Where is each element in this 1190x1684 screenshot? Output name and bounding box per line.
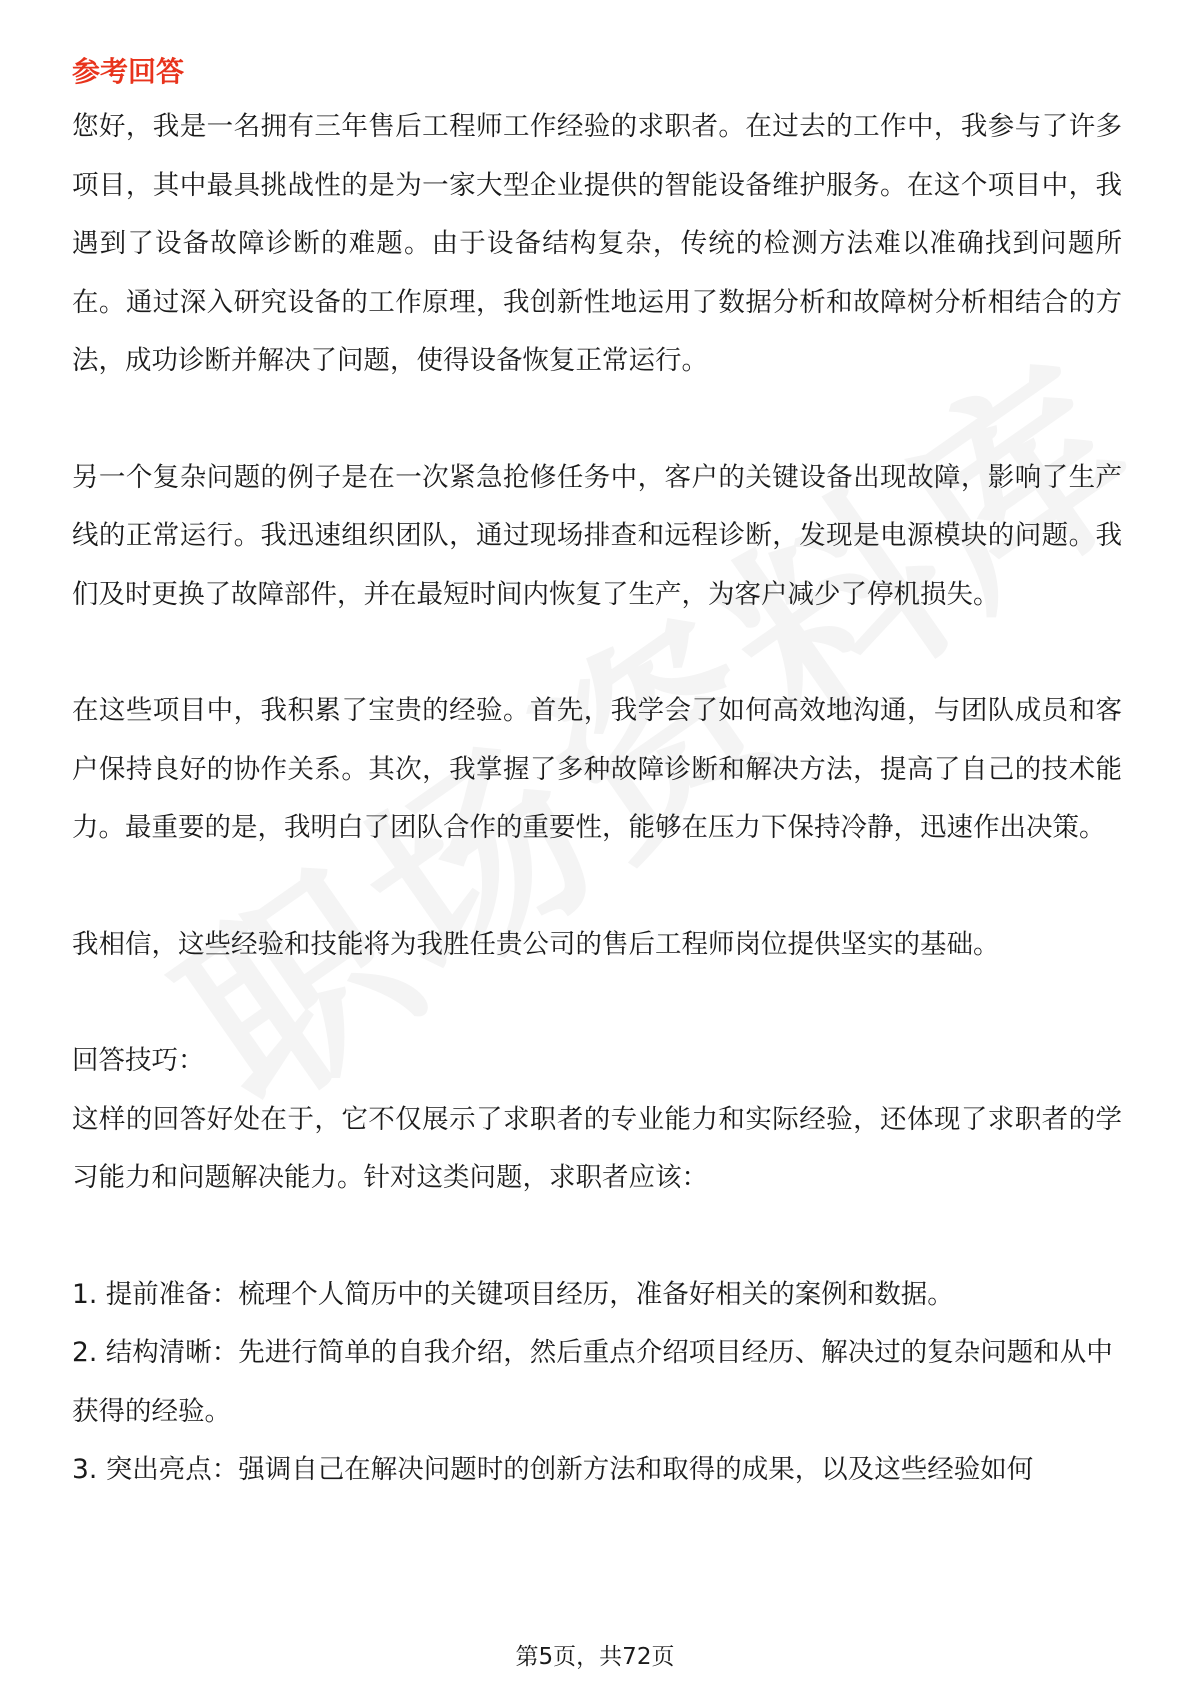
paragraph-gap <box>72 858 1122 916</box>
tips-label: 回答技巧： <box>72 1045 205 1076</box>
tip-item-2: 2. 结构清晰：先进行简单的自我介绍，然后重点介绍项目经历、解决过的复杂问题和从中获得的经验。 <box>72 1337 1113 1427</box>
tip-item-3: 3. 突出亮点：强调自己在解决问题时的创新方法和取得的成果，以及这些经验如何 <box>72 1454 1034 1485</box>
answer-paragraph-3: 在这些项目中，我积累了宝贵的经验。首先，我学会了如何高效地沟通，与团队成员和客户保持良好的协作关系。其次，我掌握了多种故障诊断和解决方法，提高了自己的技术能力。最重要的是，我明白了团队合作的重要性，能够在压力下保持冷静，迅速作出决策。 <box>72 695 1122 843</box>
section-heading: 参考回答 <box>72 55 185 88</box>
paragraph-gap <box>72 624 1122 682</box>
tip-item-1: 1. 提前准备：梳理个人简历中的关键项目经历，准备好相关的案例和数据。 <box>72 1278 954 1310</box>
paragraph-gap <box>72 391 1122 449</box>
tips-intro: 这样的回答好处在于，它不仅展示了求职者的专业能力和实际经验，还体现了求职者的学习能力和问题解决能力。针对这类问题，求职者应该： <box>72 1103 1122 1193</box>
answer-paragraph-4: 我相信，这些经验和技能将为我胜任贵公司的售后工程师岗位提供坚实的基础。 <box>72 928 1000 960</box>
page-content <box>72 46 1122 1500</box>
page-number-footer: 第5页，共72页 <box>515 1644 675 1670</box>
paragraph-gap <box>72 1208 1122 1266</box>
answer-paragraph-1: 您好，我是一名拥有三年售后工程师工作经验的求职者。在过去的工作中，我参与了许多项目，其中最具挑战性的是为一家大型企业提供的智能设备维护服务。在这个项目中，我遇到了设备故障诊断的难题。由于设备结构复杂，传统的检测方法难以准确找到问题所在。通过深入研究设备的工作原理，我创新性地运用了数据分析和故障树分析相结合的方法，成功诊断并解决了问题，使得设备恢复正常运行。 <box>72 111 1122 376</box>
answer-paragraph-2: 另一个复杂问题的例子是在一次紧急抢修任务中，客户的关键设备出现故障，影响了生产线的正常运行。我迅速组织团队，通过现场排查和远程诊断，发现是电源模块的问题。我们及时更换了故障部件，并在最短时间内恢复了生产，为客户减少了停机损失。 <box>72 461 1122 610</box>
paragraph-gap <box>72 974 1122 1032</box>
